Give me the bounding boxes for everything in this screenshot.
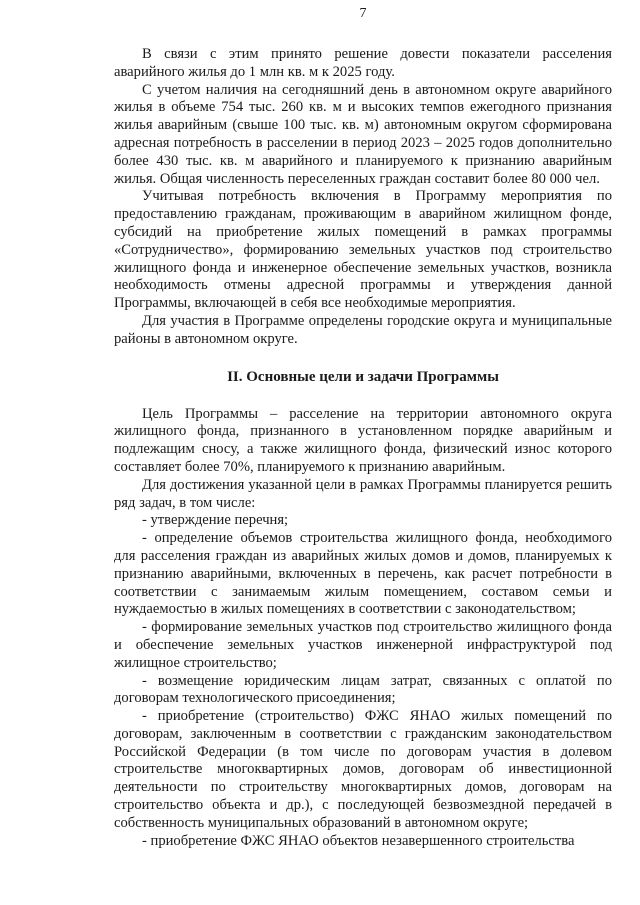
page-number: 7 xyxy=(359,6,367,21)
paragraph-housing-demand: С учетом наличия на сегодняшний день в автономном округе аварийного жилья в объеме 754 тыс. 260 кв. м и высоких темпов ежегодного признания жилья аварийным (свыше 100 тыс. кв. м) автономным округом сформирована адресная потребность в расселении в период 2023 – 2025 годов дополнительно более 430 тыс. кв. м аварийного и планируемого к признанию аварийным жилья. Общая численность переселенных граждан составит более 80 000 чел. xyxy=(114,81,612,187)
paragraph-participants: Для участия в Программе определены городские округа и муниципальные районы в автономном округе. xyxy=(114,312,612,347)
document-body xyxy=(114,46,612,850)
document-page xyxy=(114,0,612,905)
paragraph-program-need: Учитывая потребность включения в Программу мероприятия по предоставлению гражданам, проживающим в аварийном жилищном фонде, субсидий на приобретение жилых помещений в рамках программы «Сотрудничество», формированию земельных участков под строительство жилищного фонда и инженерное обеспечение земельных участков, возникла необходимость отмены адресной программы и утверждения данной Программы, включающей в себя все необходимые мероприятия. xyxy=(114,188,612,312)
task-item: - утверждение перечня; xyxy=(142,512,289,529)
task-item: - определение объемов строительства жилищного фонда, необходимого для расселения граждан из аварийных жилых домов и домов, планируемых к признанию аварийными, включенных в перечень, как расчет потребности в соответствии с занимаемым жилым помещением, составом семьи и нуждаемостью в жилых помещениях в соответствии с законодательством; xyxy=(114,530,612,618)
task-item: - приобретение (строительство) ФЖС ЯНАО жилых помещений по договорам, заключенным в соответствии с гражданским законодательством Российской Федерации (в том числе по договорам участия в долевом строительстве многоквартирных домов, договорам об инвестиционной деятельности по строительству многоквартирных домов, договорам на строительство объекта и др.), с последующей безвозмездной передачей в собственность муниципальных образований в автономном округе; xyxy=(114,708,612,831)
paragraph-resettlement-target: В связи с этим принято решение довести показатели расселения аварийного жилья до 1 млн кв. м к 2025 году. xyxy=(114,46,612,80)
section-heading: II. Основные цели и задачи Программы xyxy=(227,368,499,385)
task-item: - формирование земельных участков под строительство жилищного фонда и обеспечение земельных участков инженерной инфраструктурой под жилищное строительство; xyxy=(114,619,612,671)
paragraph-tasks-intro: Для достижения указанной цели в рамках Программы планируется решить ряд задач, в том числе: xyxy=(114,476,612,511)
task-item: - приобретение ФЖС ЯНАО объектов незавершенного строительства xyxy=(142,832,575,849)
task-item: - возмещение юридическим лицам затрат, связанных с оплатой по договорам технологического присоединения; xyxy=(114,672,612,707)
paragraph-program-goal: Цель Программы – расселение на территории автономного округа жилищного фонда, признанного в установленном порядке аварийным и подлежащим сносу, а также жилищного фонда, физический износ которого составляет более 70%, планируемого к признанию аварийным. xyxy=(114,405,612,475)
